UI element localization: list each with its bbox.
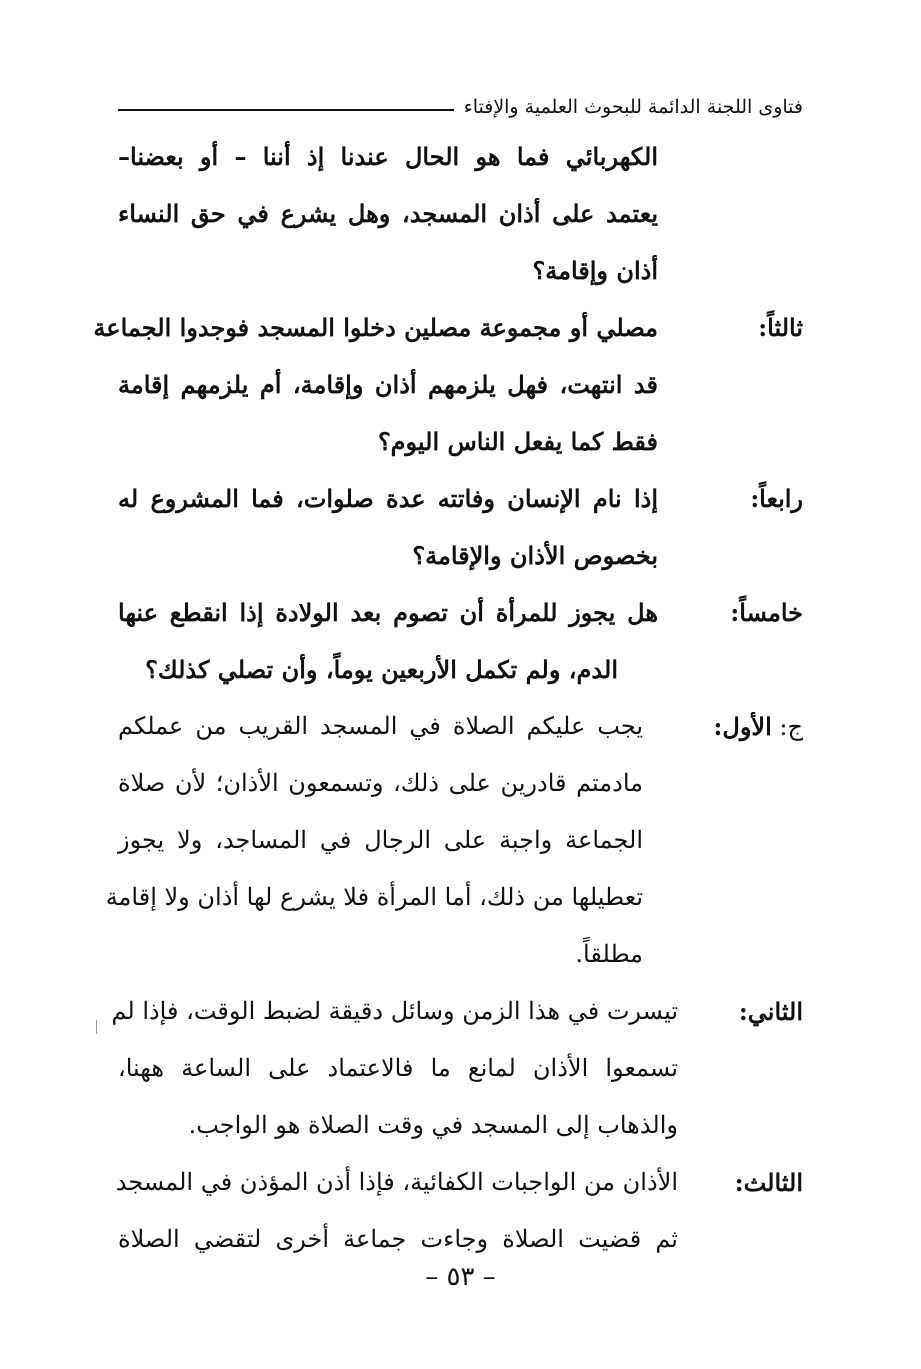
answer-prefix: ج:: [779, 713, 803, 741]
question-fifth: [118, 584, 803, 698]
text-line: هل يجوز للمرأة أن تصوم بعد الولادة إذا انقطع عنها: [118, 598, 658, 627]
answer-number: الأول:: [713, 712, 772, 741]
question-third: [93, 299, 803, 470]
text-line: الأذان من الواجبات الكفائية، فإذا أذن المؤذن في المسجد: [115, 1168, 678, 1196]
text-line: مصلي أو مجموعة مصلين دخلوا المسجد فوجدوا الجماعة: [93, 313, 658, 342]
text-line: مادمتم قادرين على ذلك، وتسمعون الأذان؛ لأن صلاة: [118, 769, 643, 797]
question-label: ثالثاً:: [758, 313, 803, 342]
question-fourth: [118, 470, 803, 584]
question-label: رابعاً:: [750, 484, 803, 513]
text-line: بخصوص الأذان والإقامة؟: [412, 541, 658, 570]
answer-second: [111, 983, 803, 1154]
header-rule: [118, 109, 454, 111]
scan-mark: [96, 1020, 100, 1034]
answer-label: الثاني:: [738, 997, 803, 1026]
text-line: فقط كما يفعل الناس اليوم؟: [377, 427, 658, 456]
text-line: الدم، ولم تكمل الأربعين يوماً، وأن تصلي كذلك؟: [145, 655, 618, 684]
answer-third: [115, 1154, 803, 1268]
text-line: يجب عليكم الصلاة في المسجد القريب من عملكم: [118, 712, 643, 740]
question-continuation: [118, 128, 803, 299]
page-number: – ٥٣ –: [425, 1262, 496, 1292]
text-line: قد انتهت، فهل يلزمهم أذان وإقامة، أم يلزمهم إقامة: [118, 370, 658, 399]
text-line: إذا نام الإنسان وفاتته عدة صلوات، فما المشروع له: [118, 484, 658, 513]
text-line: والذهاب إلى المسجد في وقت الصلاة هو الواجب.: [188, 1111, 678, 1139]
answer-first: [105, 698, 803, 983]
text-line: الكهربائي فما هو الحال عندنا إذ أننا – أو بعضنا–: [118, 142, 658, 171]
text-line: يعتمد على أذان المسجد، وهل يشرع في حق النساء: [118, 199, 658, 228]
text-line: تيسرت في هذا الزمن وسائل دقيقة لضبط الوقت، فإذا لم: [111, 997, 678, 1025]
text-line: أذان وإقامة؟: [532, 256, 658, 285]
answer-label: الثالث:: [734, 1168, 803, 1197]
page-body: [93, 128, 803, 1268]
running-title: فتاوى اللجنة الدائمة للبحوث العلمية والإفتاء: [463, 96, 803, 118]
text-line: الجماعة واجبة على الرجال في المساجد، ولا يجوز: [118, 826, 643, 854]
text-line: تسمعوا الأذان لمانع ما فالاعتماد على الساعة ههنا،: [118, 1054, 678, 1082]
question-label: خامساً:: [730, 598, 803, 627]
text-line: ثم قضيت الصلاة وجاءت جماعة أخرى لتقضي الصلاة: [118, 1225, 678, 1253]
text-line: مطلقاً.: [575, 940, 643, 968]
text-line: تعطيلها من ذلك، أما المرأة فلا يشرع لها أذان ولا إقامة: [105, 883, 643, 911]
answer-label: [714, 698, 803, 756]
page-header: [118, 92, 803, 122]
